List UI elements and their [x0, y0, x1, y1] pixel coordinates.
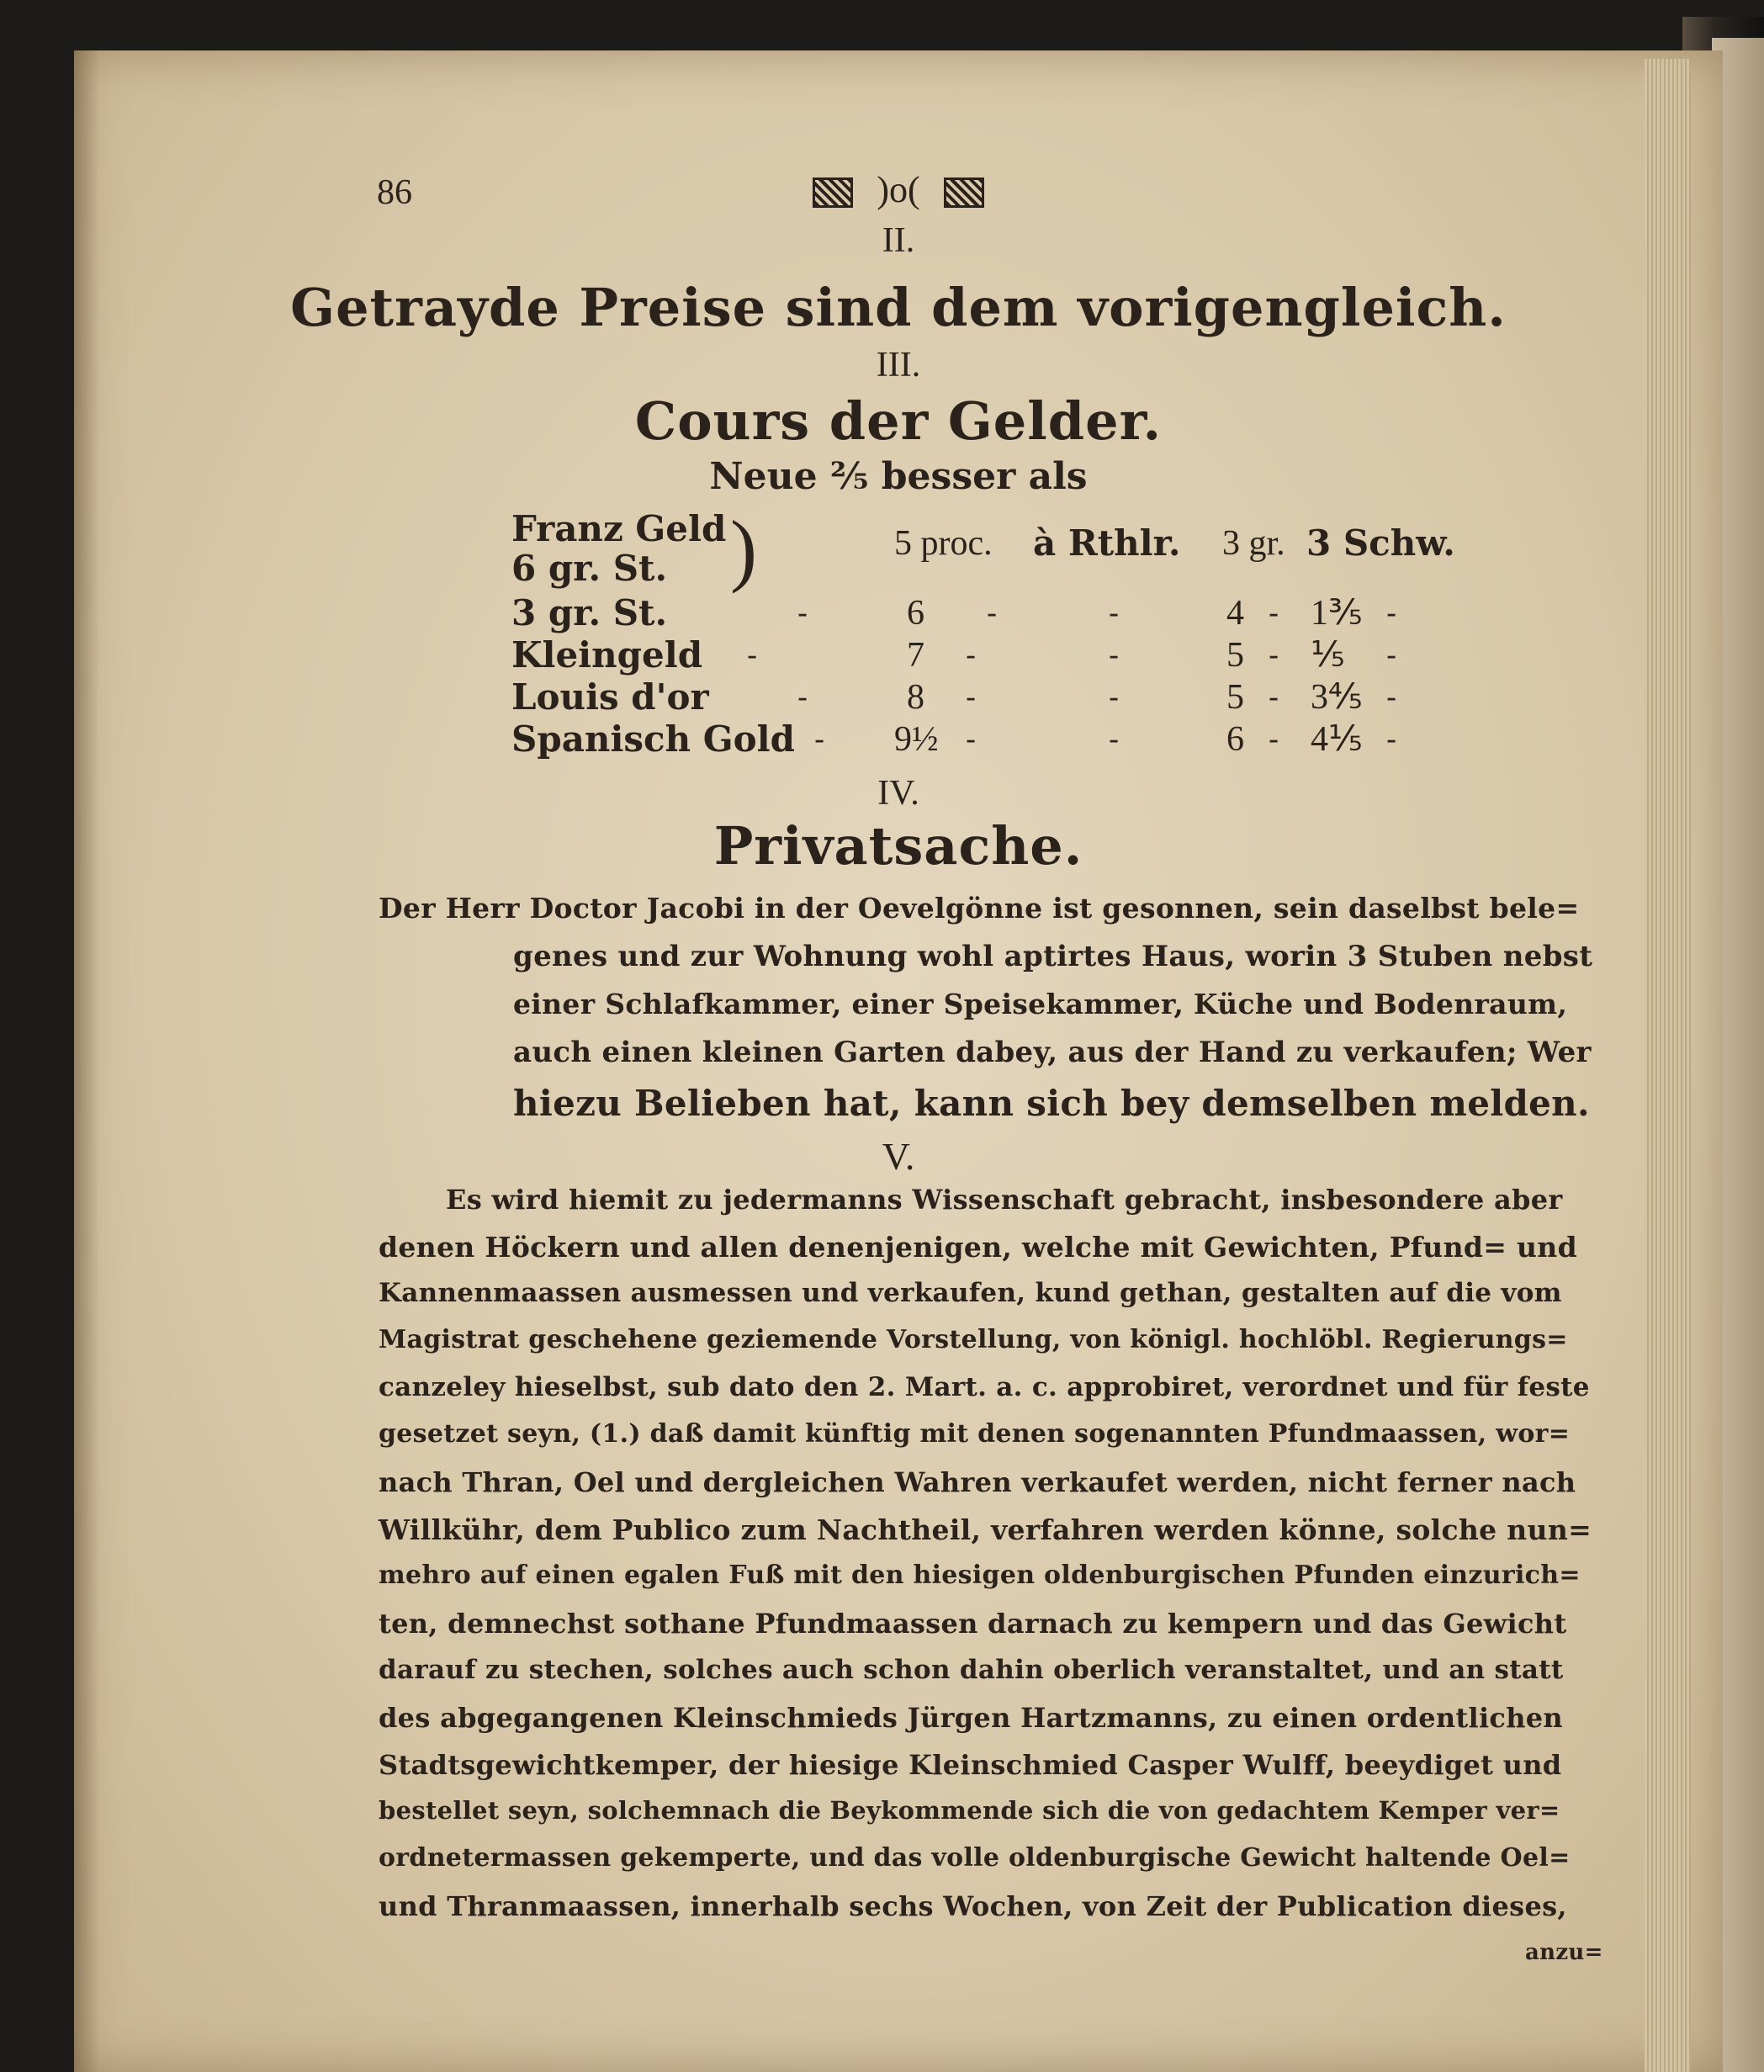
table-unit: à Rthlr.: [1033, 522, 1181, 564]
text-line: Willkühr, dem Publico zum Nachtheil, verfahren werden könne, solche nun=: [379, 1513, 1592, 1546]
dash: -: [1386, 596, 1397, 631]
page-fore-edge: [1645, 59, 1691, 2072]
text-line: mehro auf einen egalen Fuß mit den hiesigen oldenburgischen Pfunden einzurich=: [379, 1561, 1581, 1590]
section-title: Cours der Gelder.: [634, 390, 1163, 452]
ornament-icon: [813, 178, 853, 208]
table-sch: 3 Schw.: [1306, 522, 1455, 564]
text-line: nach Thran, Oel und dergleichen Wahren verkaufet werden, nicht ferner nach: [379, 1466, 1576, 1498]
text-line: Magistrat geschehene geziemende Vorstellung, von königl. hochlöbl. Regierungs=: [379, 1325, 1568, 1354]
dash: -: [747, 639, 758, 673]
section-numeral: II.: [882, 221, 915, 260]
table-gr: 3 gr.: [1222, 524, 1285, 563]
table-sch: ⅕: [1311, 636, 1345, 675]
table-proc: 9½: [894, 720, 939, 759]
dash: -: [1269, 639, 1279, 673]
table-proc: 6: [907, 594, 924, 633]
table-label: Kleingeld: [511, 634, 703, 676]
table-proc: 7: [907, 636, 924, 675]
text-line: ordnetermassen gekemperte, und das volle oldenburgische Gewicht haltende Oel=: [379, 1843, 1571, 1873]
table-gr: 5: [1226, 678, 1244, 717]
table-gr: 6: [1226, 720, 1244, 759]
text-line: und Thranmaassen, innerhalb sechs Wochen, von Zeit der Publication dieses,: [379, 1890, 1567, 1922]
table-sch: 1⅗: [1311, 594, 1363, 633]
text-line: ten, demnechst sothane Pfundmaassen darnach zu kempern und das Gewicht: [379, 1608, 1567, 1640]
dash: -: [1269, 596, 1279, 631]
section-title: Privatsache.: [713, 815, 1083, 877]
text-line: Kannenmaassen ausmessen und verkaufen, kund gethan, gestalten auf die vom: [379, 1278, 1562, 1308]
dash: -: [797, 681, 808, 715]
text-line: einer Schlafkammer, einer Speisekammer, Küche und Bodenraum,: [513, 988, 1568, 1020]
dash: -: [966, 639, 977, 673]
page-number: 86: [377, 173, 412, 212]
dash: -: [966, 723, 977, 757]
table-label: Spanisch Gold: [511, 718, 795, 760]
table-proc: 5 proc.: [894, 524, 993, 563]
text-line: des abgegangenen Kleinschmieds Jürgen Hartzmanns, zu einen ordentlichen: [379, 1702, 1564, 1734]
table-sch: 3⅘: [1311, 678, 1363, 717]
header-ornament-text: )o(: [877, 169, 920, 210]
dash: -: [987, 596, 998, 631]
table-label: Louis d'or: [511, 676, 709, 718]
dash: -: [1109, 681, 1120, 715]
table-sch: 4⅕: [1311, 720, 1363, 759]
section-numeral: IV.: [877, 774, 919, 813]
dash: -: [814, 723, 825, 757]
ornament-icon: [944, 178, 984, 208]
text-line: denen Höckern und allen denenjenigen, welche mit Gewichten, Pfund= und: [379, 1231, 1577, 1264]
dash: -: [966, 681, 977, 715]
dash: -: [797, 596, 808, 631]
dash: -: [1109, 596, 1120, 631]
table-proc: 8: [907, 678, 924, 717]
dash: -: [1386, 681, 1397, 715]
brace: ): [730, 504, 757, 594]
section-numeral: III.: [876, 346, 921, 384]
text-line: darauf zu stechen, solches auch schon dahin oberlich veranstaltet, und an statt: [379, 1655, 1564, 1685]
dash: -: [1386, 723, 1397, 757]
catchword: anzu=: [1525, 1940, 1603, 1965]
text-line: gesetzet seyn, (1.) daß damit künftig mit denen sogenannten Pfundmaassen, wor=: [379, 1419, 1571, 1449]
table-label: Franz Geld: [511, 508, 727, 549]
table-label: 6 gr. St.: [511, 548, 668, 589]
text-line: Stadtsgewichtkemper, der hiesige Kleinschmied Casper Wulff, beeydiget und: [379, 1749, 1562, 1781]
table-gr: 4: [1226, 594, 1244, 633]
text-line: hiezu Belieben hat, kann sich bey demselben melden.: [513, 1083, 1590, 1124]
dash: -: [1386, 639, 1397, 673]
text-line: auch einen kleinen Garten dabey, aus der Hand zu verkaufen; Wer: [513, 1036, 1592, 1069]
gutter-shadow: [74, 50, 99, 2072]
section-numeral: V.: [882, 1135, 915, 1178]
cours-subtitle: Neue ⅖ besser als: [709, 455, 1088, 498]
page-header: [74, 169, 1723, 212]
dash: -: [1109, 723, 1120, 757]
table-gr: 5: [1226, 636, 1244, 675]
text-line: Es wird hiemit zu jedermanns Wissenschaft gebracht, insbesondere aber: [446, 1184, 1563, 1216]
dash: -: [1109, 639, 1120, 673]
dash: -: [1269, 681, 1279, 715]
text-line: Der Herr Doctor Jacobi in der Oevelgönne ist gesonnen, sein daselbst bele=: [379, 892, 1580, 925]
section-title: Getrayde Preise sind dem vorigengleich.: [290, 277, 1507, 338]
book-page: [74, 50, 1723, 2072]
text-line: canzeley hieselbst, sub dato den 2. Mart. a. c. approbiret, verordnet und für feste: [379, 1372, 1590, 1402]
table-label: 3 gr. St.: [511, 592, 668, 633]
dash: -: [1269, 723, 1279, 757]
text-line: genes und zur Wohnung wohl aptirtes Haus, worin 3 Stuben nebst: [513, 940, 1593, 973]
text-line: bestellet seyn, solchemnach die Beykommende sich die von gedachtem Kemper ver=: [379, 1796, 1560, 1825]
